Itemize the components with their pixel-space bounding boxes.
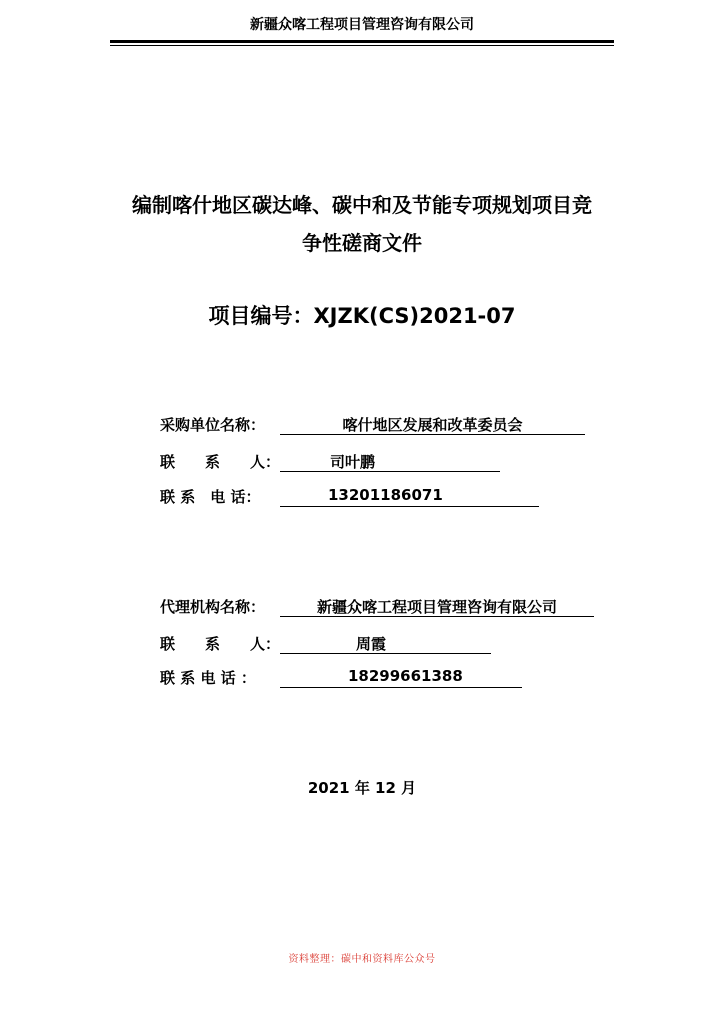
purchaser-phone-value: 13201186071: [328, 486, 443, 504]
purchaser-phone-label: 联 系 电 话：: [160, 488, 261, 506]
header-company-name: 新疆众喀工程项目管理咨询有限公司: [250, 17, 474, 33]
agent-name-value: 新疆众喀工程项目管理咨询有限公司: [316, 598, 557, 616]
purchaser-name-row: [160, 414, 590, 436]
project-number: [0, 300, 724, 330]
agent-phone-label: 联 系 电 话 ：: [160, 669, 256, 687]
header-rule: [110, 40, 614, 43]
header-rule-thin: [110, 45, 614, 46]
purchaser-phone-row: [160, 486, 550, 508]
purchaser-contact-row: [160, 451, 510, 473]
agent-contact-value: 周霞: [356, 635, 387, 653]
document-title: [100, 186, 624, 262]
issue-date: 2021 年 12 月: [307, 779, 417, 797]
agent-name-label: 代理机构名称：: [160, 598, 266, 616]
agent-name-row: [160, 596, 600, 618]
project-number-text: 项目编号：XJZK(CS)2021-07: [208, 304, 516, 328]
purchaser-contact-label: 联 系 人：: [160, 453, 281, 471]
document-title-line-1: 编制喀什地区碳达峰、碳中和及节能专项规划项目竞: [132, 193, 592, 217]
purchaser-contact-value: 司叶鹏: [330, 453, 376, 471]
purchaser-contact-field: [280, 451, 500, 472]
agent-name-field: [280, 596, 594, 617]
purchaser-name-field: [280, 414, 585, 435]
agent-phone-field: [280, 667, 522, 688]
purchaser-name-label: 采购单位名称：: [160, 416, 266, 434]
purchaser-phone-field: [280, 486, 539, 507]
purchaser-name-value: 喀什地区发展和改革委员会: [342, 416, 523, 434]
agent-phone-row: [160, 667, 530, 689]
agent-contact-row: [160, 633, 500, 655]
agent-contact-field: [280, 633, 491, 654]
footer-note: 资料整理：碳中和资料库公众号: [288, 954, 436, 965]
document-title-line-2: 争性磋商文件: [302, 231, 422, 255]
agent-phone-value: 18299661388: [348, 667, 463, 685]
agent-contact-label: 联 系 人：: [160, 635, 281, 653]
